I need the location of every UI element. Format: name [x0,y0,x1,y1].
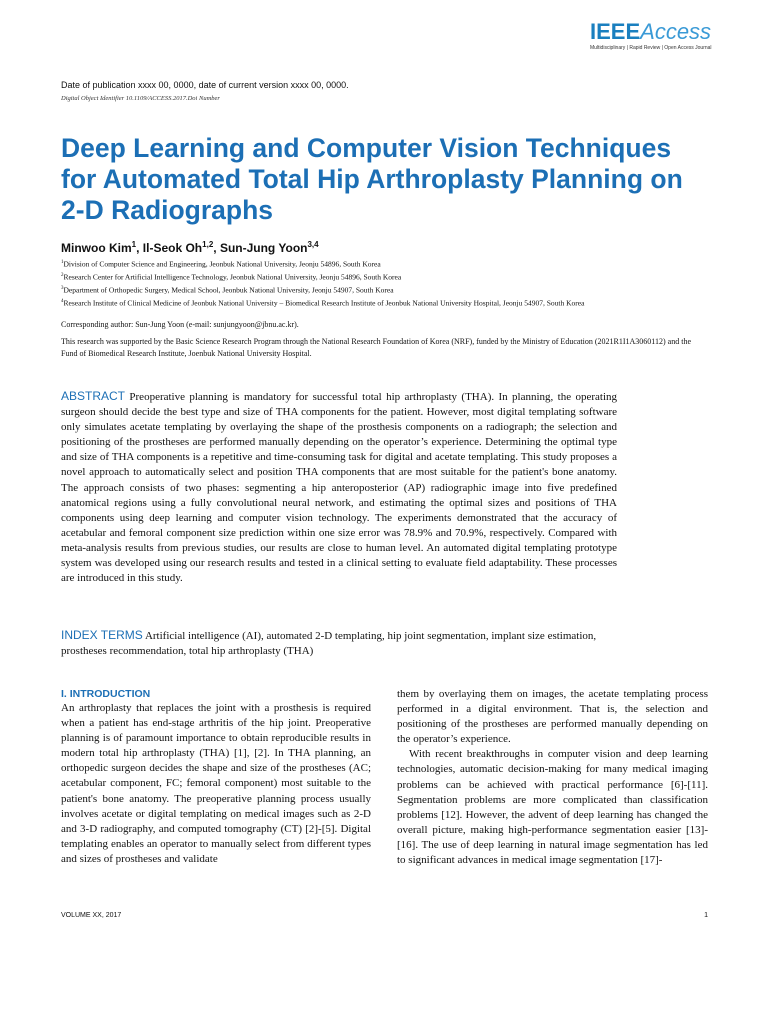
logo-tagline: Multidisciplinary | Rapid Review | Open Access Journal [590,45,712,51]
page-number: 1 [704,912,708,919]
author-list: Minwoo Kim$^1$, Il-Seok Oh$^{1,2}$, Sun-Jung Yoon$^{3,4}$ [61,240,319,255]
index-terms-label: INDEX TERMS [61,628,143,642]
index-terms [61,628,617,659]
author-affiliation-mark: 1,2 [202,240,214,249]
doi-line: Digital Object Identifier 10.1109/ACCESS.2017.Doi Number [61,95,220,102]
corresponding-author: Corresponding author: Sun-Jung Yoon (e-mail: sunjungyoon@jbnu.ac.kr). [61,320,299,329]
left-column [61,687,371,867]
affiliation-list [61,257,621,309]
abstract-text: Preoperative planning is mandatory for successful total hip arthroplasty (THA). In planning, the operating surgeon should decide the best type and size of THA components for the patient. However, most digital templating software only simulates acetate templating by overlaying the shape of the prosthesis components on a radiograph; the selection and positioning of the prostheses are performed manually depending on the operator’s experience. Determining the optimal type and size of THA components is a repetitive and time-consuming task for digital and acetate templating. This study proposes a novel approach to automatically select and position THA components that are most suitable for the patient's bone anatomy. The approach consists of two phases: segmenting a hip anteroposterior (AP) radiographic image into five predefined anatomical regions using a fully convolutional neural network, and estimating the optimal sizes and positions of THA components using deep learning and computer vision technology. The experiments demonstrated that the accuracy of acetabular and femoral component size prediction within one size error was 78.9% and 70.9%, respectively. Compared with meta-analysis results from previous studies, our results are close to human level. An automated digital templating prototype system was developed using our research results and tested in a clinical setting to evaluate field adaptability. These processes are introduced in this study. [61,391,618,585]
body-paragraph: With recent breakthroughs in computer vision and deep learning technologies, automatic decision-making for many medical imaging problems can be achieved with practical performance [6]-[11]. Segmentation problems are more complicated than classification problems [12]. However, the advent of deep learning has changed the overall picture, making high-performance segmentation easier [13]-[16]. The use of deep learning in natural image segmentation has led to significant advances in medical image segmentation [17]- [397,748,708,867]
affiliation-item: $^1$Division of Computer Science and Engineering, Jeonbuk National University, Jeonju 54896, South Korea [61,259,381,269]
section-heading: I. INTRODUCTION [61,688,151,700]
right-column [397,687,708,868]
publication-date: Date of publication xxxx 00, 0000, date of current version xxxx 00, 0000. [61,80,349,90]
author-affiliation-mark: 3,4 [307,240,319,249]
author-name: Minwoo Kim [61,241,132,255]
affiliation-item: $^4$Research Institute of Clinical Medicine of Jeonbuk National University – Biomedical Research Institute of Jeonbuk National University Hospital, Jeonju 54907, South Korea [61,298,585,308]
paper-title: Deep Learning and Computer Vision Techniques for Automated Total Hip Arthroplasty Planning on 2-D Radiographs [61,133,683,225]
body-paragraph: An arthroplasty that replaces the joint with a prosthesis is required when a patient has end-stage arthritis of the hip joint. Preoperative planning is of paramount importance to obtain reproducible results in modern total hip arthroplasty (THA) [1], [2]. In THA planning, an orthopedic surgeon decides the shape and size of the prostheses (AC; acetabular component, FC; femoral component) most suitable to the patient's bone anatomy. The preoperative planning process usually involves acetate or digital templating on medical images such as 2-D and 3-D radiography, and computed tomography (CT) [2]-[5]. Digital templating enables an operator to manually select from different types and sizes of prostheses and validate [61,702,371,865]
author-affiliation-mark: 1 [131,240,137,249]
affiliation-item: $^3$Department of Orthopedic Surgery, Medical School, Jeonbuk National University, Jeonju 54907, South Korea [61,285,394,295]
author-name: Sun-Jung Yoon [219,241,308,255]
affiliation-item: $^2$Research Center for Artificial Intelligence Technology, Jeonbuk National University, Jeonju 54896, South Korea [61,272,402,282]
footer-volume: VOLUME XX, 2017 [61,912,122,919]
journal-logo [590,20,710,51]
author-name: Il-Seok Oh [142,241,203,255]
body-paragraph: them by overlaying them on images, the acetate templating process performed in a digital environment. That is, the selection and positioning of the prostheses are performed manually depending on the operator’s experience. [397,688,708,746]
abstract [61,389,617,586]
logo-wordmark: IEEEAccess [590,19,712,44]
funding-note: This research was supported by the Basic Science Research Program through the National Research Foundation of Korea (NRF), funded by the Ministry of Education (2021R1I1A3060112) and the Fund of Biomedical Research Institute, Joenbuk National University Hospital. [61,337,691,358]
index-terms-text: Artificial intelligence (AI), automated 2-D templating, hip joint segmentation, implant size estimation, prostheses recommendation, total hip arthroplasty (THA) [61,630,597,658]
abstract-label: ABSTRACT [61,389,126,403]
